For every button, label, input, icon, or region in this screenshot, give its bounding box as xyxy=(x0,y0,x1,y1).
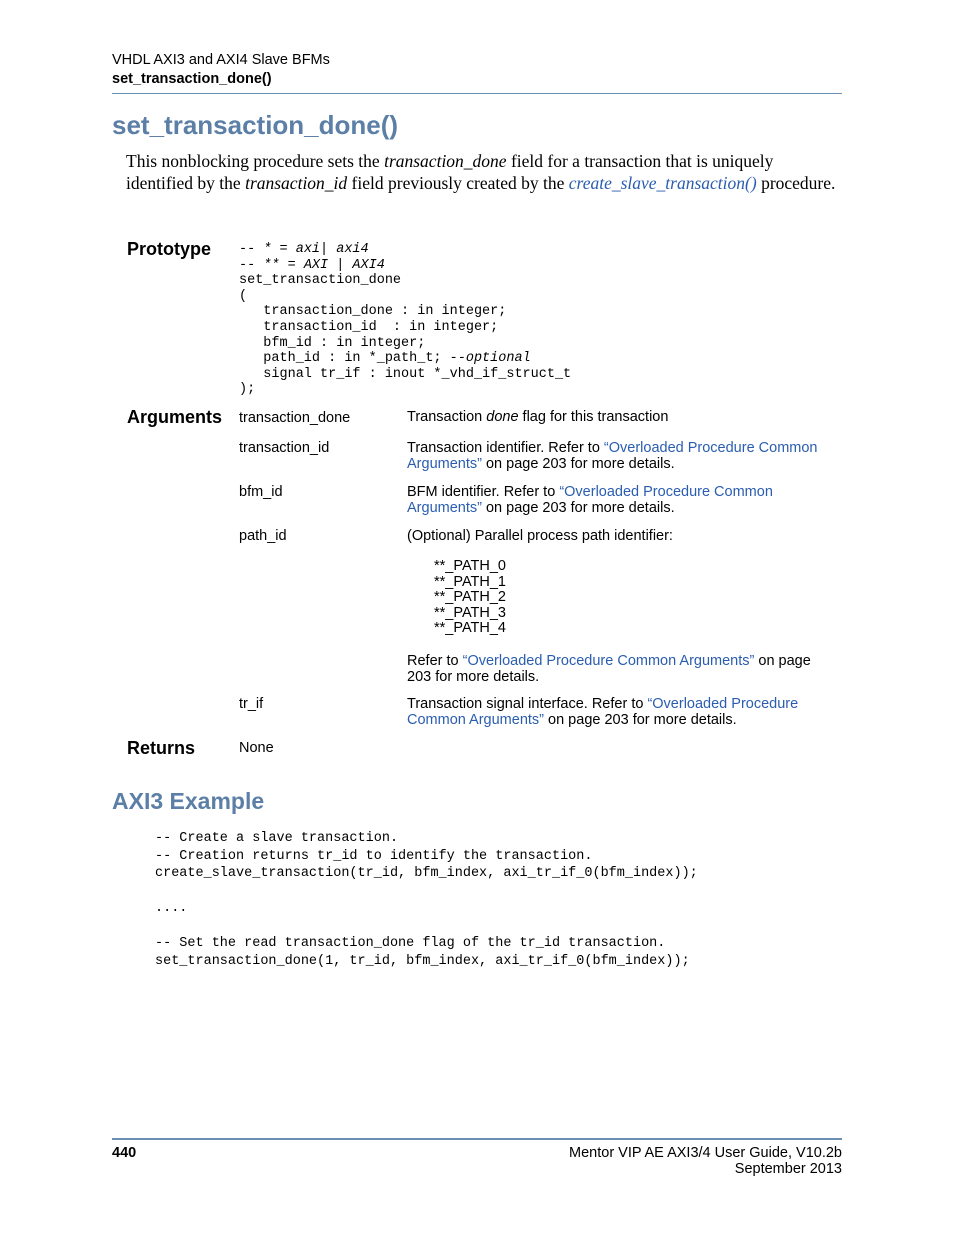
arg-text: BFM identifier. Refer to xyxy=(407,484,560,500)
prototype-label: Prototype xyxy=(127,239,212,259)
code-comment: | AXI4 xyxy=(336,257,385,273)
footer-guide-title: Mentor VIP AE AXI3/4 User Guide, V10.2b xyxy=(569,1145,842,1161)
code-line: path_id : in *_path_t; -- xyxy=(239,351,466,367)
code-line: set_transaction_done xyxy=(239,273,402,289)
intro-text: This nonblocking procedure sets the xyxy=(126,151,385,171)
path-value: **_PATH_4 xyxy=(434,620,506,636)
page-title: set_transaction_done() xyxy=(112,110,399,140)
code-comment: optional xyxy=(465,351,531,367)
arg-text: Transaction signal interface. Refer to xyxy=(407,696,648,712)
arg-text: on page 203 for more details. xyxy=(544,712,737,728)
prototype-code xyxy=(239,242,571,398)
code-comment: | axi4 xyxy=(320,242,369,257)
arg-name-transaction-done: transaction_done xyxy=(239,410,351,426)
code-line: transaction_id : in integer; xyxy=(239,319,499,335)
path-value: **_PATH_1 xyxy=(434,573,506,590)
running-header-chapter: VHDL AXI3 and AXI4 Slave BFMs xyxy=(112,52,330,68)
path-value: **_PATH_3 xyxy=(434,604,506,621)
arg-name-bfm-id: bfm_id xyxy=(239,484,283,500)
arg-text: on page 203 for more details. xyxy=(407,653,811,685)
arg-desc-tr-if xyxy=(407,696,837,728)
arg-name-path-id: path_id xyxy=(239,528,287,544)
arg-text: on page 203 for more details. xyxy=(481,456,675,472)
arg-text: flag for this transaction xyxy=(518,409,669,425)
footer-divider xyxy=(112,1138,842,1140)
code-text: -- xyxy=(239,242,264,257)
overloaded-args-link[interactable]: “Overloaded Procedure Common Arguments” xyxy=(407,440,818,472)
arg-desc-transaction-done xyxy=(407,409,837,425)
arg-desc-path-id-refer xyxy=(407,653,837,685)
footer-date: September 2013 xyxy=(734,1161,842,1177)
arg-text: Transaction xyxy=(407,409,487,425)
code-text: -- xyxy=(239,257,264,273)
code-line: bfm_id : in integer; xyxy=(239,335,426,351)
code-line: ); xyxy=(239,382,256,398)
arg-desc-bfm-id xyxy=(407,484,837,516)
arg-desc-transaction-id xyxy=(407,440,837,472)
intro-text: field for a transaction that is uniquely identified by the xyxy=(126,151,774,193)
page-number: 440 xyxy=(112,1145,137,1161)
arg-text: Refer to xyxy=(407,653,463,669)
intro-field-name: transaction_done xyxy=(384,151,507,171)
arg-name-transaction-id: transaction_id xyxy=(239,440,330,456)
path-value: **_PATH_0 xyxy=(434,558,506,574)
create-slave-transaction-link[interactable]: create_slave_transaction() xyxy=(568,173,757,193)
overloaded-args-link[interactable]: “Overloaded Procedure Common Arguments” xyxy=(462,653,755,669)
code-line: transaction_done : in integer; xyxy=(239,304,507,320)
arg-text: Transaction identifier. Refer to xyxy=(407,440,604,456)
footer-info xyxy=(569,1145,842,1177)
overloaded-args-link[interactable]: “Overloaded Procedure Common Arguments” xyxy=(407,484,773,516)
example-heading: AXI3 Example xyxy=(112,788,265,814)
header-divider xyxy=(112,93,842,94)
arg-desc-path-id: (Optional) Parallel process path identifier: xyxy=(407,528,673,544)
returns-value: None xyxy=(239,740,274,756)
returns-label: Returns xyxy=(127,738,196,758)
path-id-values xyxy=(434,559,506,637)
path-value: **_PATH_2 xyxy=(434,589,506,605)
code-comment: ** = AXI xyxy=(263,257,329,273)
arguments-label: Arguments xyxy=(127,407,223,427)
arg-name-tr-if: tr_if xyxy=(239,696,264,712)
intro-field-name: transaction_id xyxy=(245,173,348,193)
overloaded-args-link[interactable]: “Overloaded Procedure Common Arguments” xyxy=(407,696,799,728)
running-header-section: set_transaction_done() xyxy=(112,71,272,87)
example-code: -- Create a slave transaction. -- Creation returns tr_id to identify the transaction. create_slave_transaction(tr_id, bfm_index, axi_tr_if_0(bfm_index)); .... -- Set the read transaction_done flag of the tr_id transaction. set_transaction_done(1, tr_id, bfm_index, axi_tr_if_0(bfm_index)); xyxy=(155,831,698,969)
code-line: signal tr_if : inout *_vhd_if_struct_t xyxy=(239,366,572,382)
code-line: ( xyxy=(239,288,248,304)
intro-text: field previously created by the xyxy=(347,173,569,193)
intro-text: procedure. xyxy=(756,173,836,193)
arg-emphasis: done xyxy=(486,409,519,425)
intro-paragraph xyxy=(126,150,842,194)
arg-text: on page 203 for more details. xyxy=(481,500,675,516)
code-comment: * = axi xyxy=(263,242,321,257)
